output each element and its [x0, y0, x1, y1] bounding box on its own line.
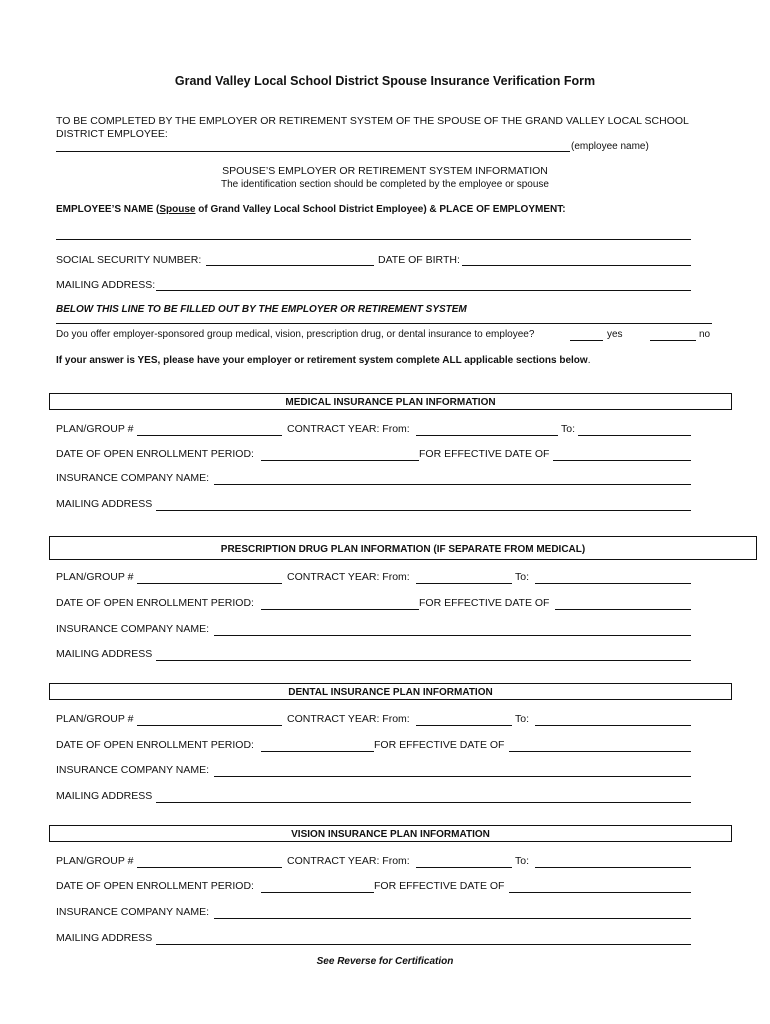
medical-plan-group-field[interactable] — [137, 435, 282, 436]
dental-contract-from-label: CONTRACT YEAR: From: — [287, 713, 410, 725]
dob-field[interactable] — [462, 265, 691, 266]
vision-plan-group-label: PLAN/GROUP # — [56, 855, 134, 867]
intro-line-1: TO BE COMPLETED BY THE EMPLOYER OR RETIREMENT SYSTEM OF THE SPOUSE OF THE GRAND VALLEY LOCAL SCHOOL — [56, 115, 689, 127]
medical-contract-to-field[interactable] — [578, 435, 691, 436]
employee-name-employment-field[interactable] — [56, 239, 691, 240]
dental-mailing-address-field[interactable] — [156, 802, 691, 803]
prescription-insurance-company-label: INSURANCE COMPANY NAME: — [56, 623, 210, 635]
medical-section-header — [49, 393, 732, 410]
yes-instruction: If your answer is YES, please have your employer or retirement system complete ALL applicable sections below. — [56, 355, 591, 366]
dental-plan-group-field[interactable] — [137, 725, 282, 726]
dental-open-enrollment-field[interactable] — [261, 751, 374, 752]
medical-plan-group-label: PLAN/GROUP # — [56, 423, 134, 435]
vision-contract-from-label: CONTRACT YEAR: From: — [287, 855, 410, 867]
prescription-open-enrollment-field[interactable] — [261, 609, 419, 610]
mailing-address-field[interactable] — [156, 290, 691, 291]
dental-effective-date-field[interactable] — [509, 751, 691, 752]
prescription-contract-to-label: To: — [515, 571, 530, 583]
vision-insurance-company-field[interactable] — [214, 918, 691, 919]
vision-insurance-company-label: INSURANCE COMPANY NAME: — [56, 906, 210, 918]
employee-name-field[interactable] — [56, 151, 570, 152]
vision-contract-to-label: To: — [515, 855, 530, 867]
medical-insurance-company-field[interactable] — [214, 484, 691, 485]
dental-contract-to-label: To: — [515, 713, 530, 725]
prescription-mailing-address-label: MAILING ADDRESS — [56, 648, 153, 660]
prescription-contract-to-field[interactable] — [535, 583, 691, 584]
intro-line-2: DISTRICT EMPLOYEE: — [56, 128, 168, 140]
form-title: Grand Valley Local School District Spouse Insurance Verification Form — [174, 74, 596, 88]
prescription-section-title: PRESCRIPTION DRUG PLAN INFORMATION (IF SEPARATE FROM MEDICAL) — [220, 544, 586, 555]
spouse-section-heading: SPOUSE’S EMPLOYER OR RETIREMENT SYSTEM INFORMATION — [222, 165, 548, 177]
medical-mailing-address-label: MAILING ADDRESS — [56, 498, 153, 510]
prescription-open-enrollment-label: DATE OF OPEN ENROLLMENT PERIOD: — [56, 597, 254, 609]
vision-open-enrollment-field[interactable] — [261, 892, 374, 893]
prescription-contract-from-label: CONTRACT YEAR: From: — [287, 571, 410, 583]
dental-section-header — [49, 683, 732, 700]
vision-section-header — [49, 825, 732, 842]
prescription-mailing-address-field[interactable] — [156, 660, 691, 661]
yes-answer-field[interactable] — [570, 340, 603, 341]
prescription-plan-group-field[interactable] — [137, 583, 282, 584]
medical-mailing-address-field[interactable] — [156, 510, 691, 511]
dental-contract-to-field[interactable] — [535, 725, 691, 726]
dental-section-title: DENTAL INSURANCE PLAN INFORMATION — [288, 687, 493, 698]
vision-contract-to-field[interactable] — [535, 867, 691, 868]
vision-contract-from-field[interactable] — [416, 867, 512, 868]
prescription-effective-date-field[interactable] — [555, 609, 691, 610]
dental-mailing-address-label: MAILING ADDRESS — [56, 790, 153, 802]
vision-effective-date-field[interactable] — [509, 892, 691, 893]
medical-contract-to-label: To: — [561, 423, 576, 435]
vision-mailing-address-label: MAILING ADDRESS — [56, 932, 153, 944]
dental-insurance-company-field[interactable] — [214, 776, 691, 777]
medical-effective-date-label: FOR EFFECTIVE DATE OF — [419, 448, 550, 460]
no-label: no — [699, 329, 711, 340]
medical-section-title: MEDICAL INSURANCE PLAN INFORMATION — [285, 397, 496, 408]
medical-open-enrollment-label: DATE OF OPEN ENROLLMENT PERIOD: — [56, 448, 254, 460]
dental-insurance-company-label: INSURANCE COMPANY NAME: — [56, 764, 210, 776]
footer-note: See Reverse for Certification — [316, 956, 454, 967]
prescription-insurance-company-field[interactable] — [214, 635, 691, 636]
no-answer-field[interactable] — [650, 340, 696, 341]
medical-contract-from-label: CONTRACT YEAR: From: — [287, 423, 410, 435]
dob-label: DATE OF BIRTH: — [378, 254, 460, 266]
spouse-section-subheading: The identification section should be completed by the employee or spouse — [221, 179, 549, 190]
medical-insurance-company-label: INSURANCE COMPANY NAME: — [56, 472, 210, 484]
employer-divider-text: BELOW THIS LINE TO BE FILLED OUT BY THE EMPLOYER OR RETIREMENT SYSTEM — [56, 304, 467, 315]
medical-effective-date-field[interactable] — [553, 460, 691, 461]
prescription-section-header — [49, 536, 757, 560]
vision-section-title: VISION INSURANCE PLAN INFORMATION — [291, 829, 490, 840]
vision-mailing-address-field[interactable] — [156, 944, 691, 945]
medical-open-enrollment-field[interactable] — [261, 460, 419, 461]
vision-open-enrollment-label: DATE OF OPEN ENROLLMENT PERIOD: — [56, 880, 254, 892]
ssn-label: SOCIAL SECURITY NUMBER: — [56, 254, 202, 266]
dental-open-enrollment-label: DATE OF OPEN ENROLLMENT PERIOD: — [56, 739, 254, 751]
medical-contract-from-field[interactable] — [416, 435, 558, 436]
insurance-offer-question: Do you offer employer-sponsored group medical, vision, prescription drug, or dental insurance to employee? — [56, 329, 535, 340]
yes-label: yes — [607, 329, 623, 340]
vision-plan-group-field[interactable] — [137, 867, 282, 868]
employer-divider-line — [56, 323, 712, 324]
dental-plan-group-label: PLAN/GROUP # — [56, 713, 134, 725]
prescription-effective-date-label: FOR EFFECTIVE DATE OF — [419, 597, 550, 609]
vision-effective-date-label: FOR EFFECTIVE DATE OF — [374, 880, 505, 892]
dental-contract-from-field[interactable] — [416, 725, 512, 726]
mailing-address-label: MAILING ADDRESS: — [56, 279, 156, 291]
prescription-plan-group-label: PLAN/GROUP # — [56, 571, 134, 583]
prescription-contract-from-field[interactable] — [416, 583, 512, 584]
employee-name-caption: (employee name) — [571, 141, 649, 152]
dental-effective-date-label: FOR EFFECTIVE DATE OF — [374, 739, 505, 751]
ssn-field[interactable] — [206, 265, 374, 266]
employee-name-label: EMPLOYEE’S NAME (Spouse of Grand Valley Local School District Employee) & PLACE OF EMPLOYMENT: — [56, 204, 566, 215]
